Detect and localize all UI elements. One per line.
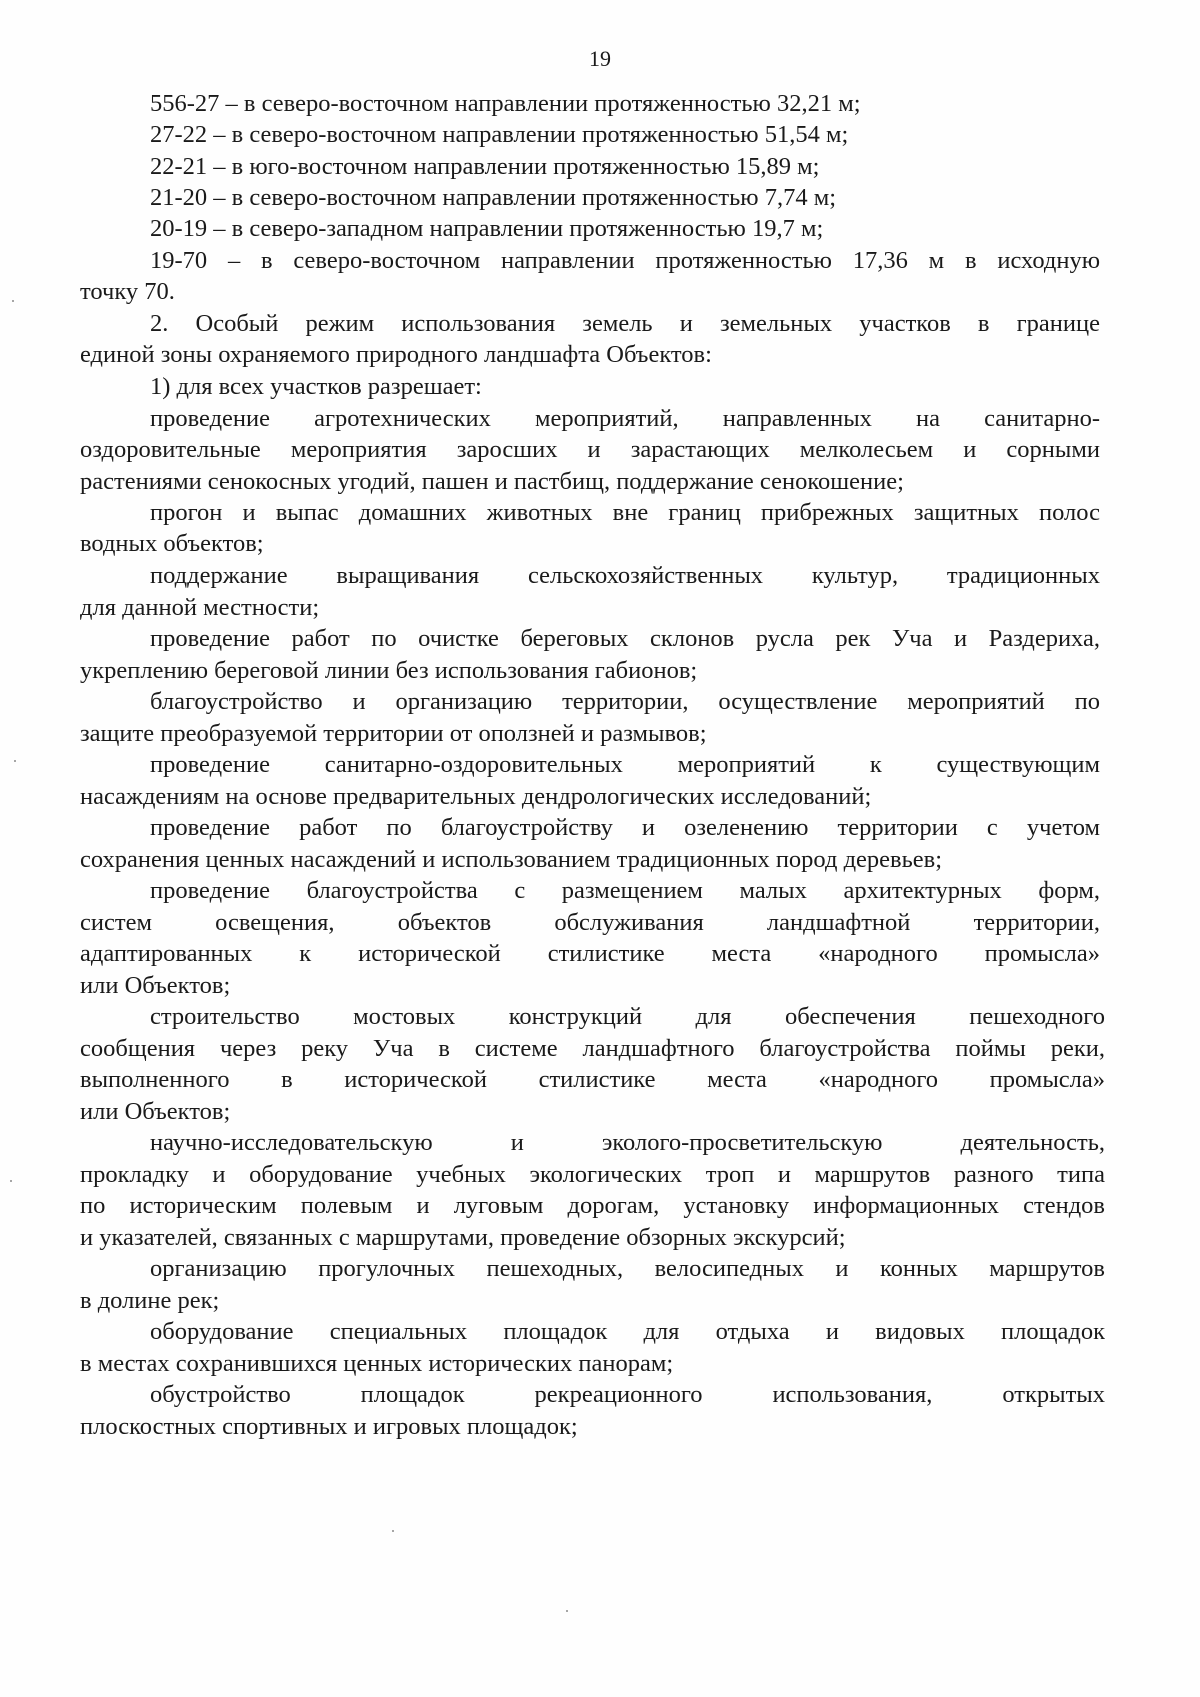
paragraph-line: 2. Особый режим использования земель и земельных участков в границе <box>150 310 1100 337</box>
paragraph-line: проведение агротехнических мероприятий, направленных на санитарно- <box>150 405 1100 432</box>
paragraph-line: организацию прогулочных пешеходных, велосипедных и конных маршрутов <box>150 1255 1105 1282</box>
paragraph-line: проведение благоустройства с размещением малых архитектурных форм, <box>150 877 1100 904</box>
paragraph-line: систем освещения, объектов обслуживания ландшафтной территории, <box>80 909 1100 936</box>
paragraph-line: 22-21 – в юго-восточном направлении протяженностью 15,89 м; <box>150 153 820 180</box>
paragraph-line: защите преобразуемой территории от оползней и размывов; <box>80 720 707 747</box>
paragraph-line: укреплению береговой линии без использования габионов; <box>80 657 698 684</box>
paragraph-line: или Объектов; <box>80 1098 231 1125</box>
paragraph-line: строительство мостовых конструкций для обеспечения пешеходного <box>150 1003 1105 1030</box>
scan-speck <box>10 1180 12 1182</box>
paragraph-line: благоустройство и организацию территории, осуществление мероприятий по <box>150 688 1100 715</box>
paragraph-line: и указателей, связанных с маршрутами, проведение обзорных экскурсий; <box>80 1224 846 1251</box>
paragraph-line: растениями сенокосных угодий, пашен и пастбищ, поддержание сенокошение; <box>80 468 904 495</box>
paragraph-line: в долине рек; <box>80 1287 220 1314</box>
paragraph-line: точку 70. <box>80 278 175 305</box>
paragraph-line: в местах сохранившихся ценных исторических панорам; <box>80 1350 674 1377</box>
scan-speck <box>566 1610 568 1612</box>
paragraph-line: проведение санитарно-оздоровительных мероприятий к существующим <box>150 751 1100 778</box>
paragraph-line: проведение работ по очистке береговых склонов русла рек Уча и Раздериха, <box>150 625 1100 652</box>
paragraph-line: 1) для всех участков разрешает: <box>150 373 482 400</box>
paragraph-line: 20-19 – в северо-западном направлении протяженностью 19,7 м; <box>150 215 824 242</box>
paragraph-line: сообщения через реку Уча в системе ландшафтного благоустройства поймы реки, <box>80 1035 1105 1062</box>
paragraph-line: выполненного в исторической стилистике места «народного промысла» <box>80 1066 1105 1093</box>
paragraph-line: 21-20 – в северо-восточном направлении протяженностью 7,74 м; <box>150 184 837 211</box>
paragraph-line: водных объектов; <box>80 530 264 557</box>
paragraph-line: прогон и выпас домашних животных вне границ прибрежных защитных полос <box>150 499 1100 526</box>
scan-speck <box>392 1530 394 1532</box>
paragraph-line: по историческим полевым и луговым дорогам, установку информационных стендов <box>80 1192 1105 1219</box>
paragraph-line: сохранения ценных насаждений и использованием традиционных пород деревьев; <box>80 846 943 873</box>
paragraph-line: единой зоны охраняемого природного ландшафта Объектов: <box>80 341 712 368</box>
paragraph-line: 19-70 – в северо-восточном направлении протяженностью 17,36 м в исходную <box>150 247 1100 274</box>
paragraph-line: научно-исследовательскую и эколого-просветительскую деятельность, <box>150 1129 1105 1156</box>
paragraph-line: обустройство площадок рекреационного использования, открытых <box>150 1381 1105 1408</box>
paragraph-line: плоскостных спортивных и игровых площадок; <box>80 1413 578 1440</box>
scan-speck <box>14 760 16 762</box>
paragraph-line: проведение работ по благоустройству и озеленению территории с учетом <box>150 814 1100 841</box>
paragraph-line: для данной местности; <box>80 594 320 621</box>
paragraph-line: 556-27 – в северо-восточном направлении протяженностью 32,21 м; <box>150 90 861 117</box>
scan-speck <box>12 300 14 302</box>
paragraph-line: адаптированных к исторической стилистике места «народного промысла» <box>80 940 1100 967</box>
paragraph-line: оздоровительные мероприятия заросших и зарастающих мелколесьем и сорными <box>80 436 1100 463</box>
page-number: 19 <box>589 46 611 71</box>
paragraph-line: или Объектов; <box>80 972 231 999</box>
paragraph-line: оборудование специальных площадок для отдыха и видовых площадок <box>150 1318 1105 1345</box>
paragraph-line: насаждениям на основе предварительных дендрологических исследований; <box>80 783 872 810</box>
paragraph-line: поддержание выращивания сельскохозяйственных культур, традиционных <box>150 562 1100 589</box>
paragraph-line: прокладку и оборудование учебных экологических троп и маршрутов разного типа <box>80 1161 1105 1188</box>
paragraph-line: 27-22 – в северо-восточном направлении протяженностью 51,54 м; <box>150 121 849 148</box>
